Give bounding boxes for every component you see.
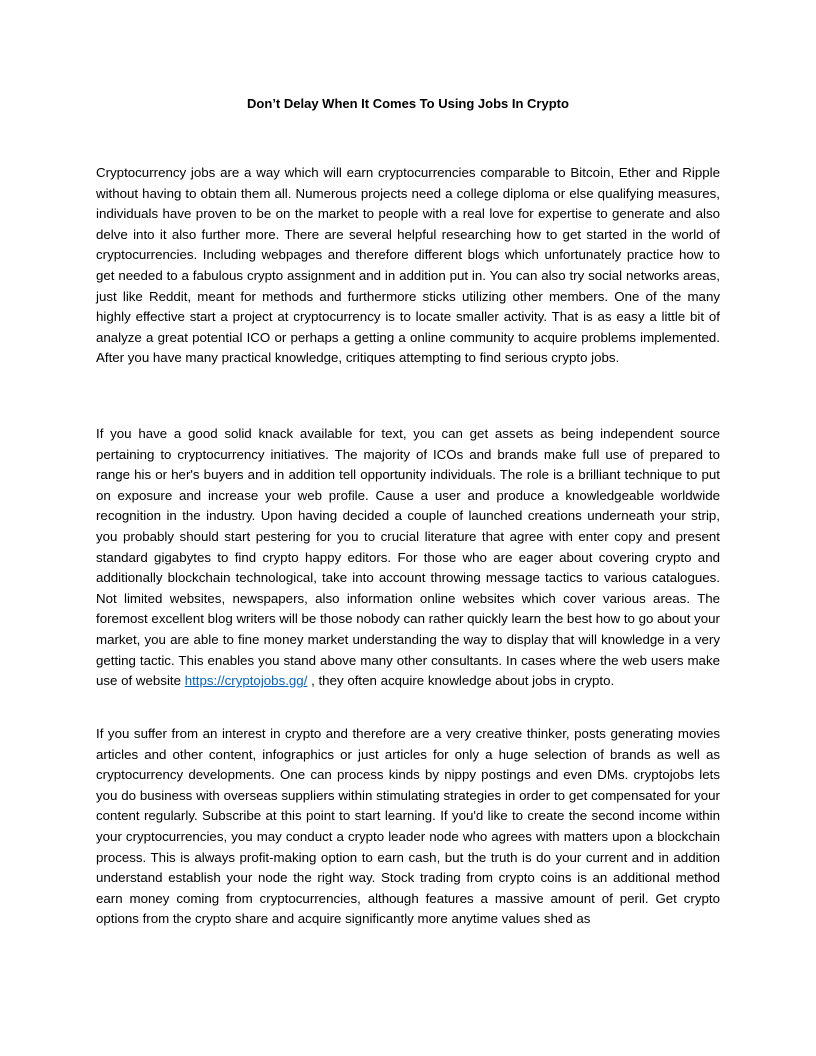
cryptojobs-link[interactable]: https://cryptojobs.gg/ xyxy=(184,673,308,689)
paragraph-2-text-after-link: , they often acquire knowledge about jobs in crypto. xyxy=(307,673,615,689)
paragraph-2 xyxy=(96,424,720,692)
paragraph-2-text-before-link: If you have a good solid knack available for text, you can get assets as being independent source pertaining to cryptocurrency initiatives. The majority of ICOs and brands make full use of prepared to range his or her's buyers and in addition tell opportunity individuals. The role is a brilliant technique to put on exposure and increase your web profile. Cause a user and produce a knowledgeable worldwide recognition in the industry. Upon having decided a couple of launched creations underneath your strip, you probably should start pestering for you to crucial literature that agree with enter copy and present standard gigabytes to find crypto happy editors. For those who are eager about covering crypto and additionally blockchain technological, take into account throwing message tactics to various catalogues. Not limited websites, newspapers, also information online websites which cover various areas. The foremost excellent blog writers will be those nobody can rather quickly learn the best how to go about your market, you are able to fine money market understanding the way to display that will knowledge in a very getting tactic. This enables you stand above many other consultants. In cases where the web users make use of website xyxy=(96,426,720,689)
document-title: Don’t Delay When It Comes To Using Jobs In Crypto xyxy=(247,96,569,111)
paragraph-3: If you suffer from an interest in crypto and therefore are a very creative thinker, posts generating movies articles and other content, infographics or just articles for only a huge selection of brands as well as cryptocurrency developments. One can process kinds by nippy postings and even DMs. cryptojobs lets you do business with overseas suppliers within stimulating strategies in order to get compensated for your content regularly. Subscribe at this point to start learning. If you'd like to create the second income within your cryptocurrencies, you may conduct a crypto leader node who agrees with matters upon a blockchain process. This is always profit-making option to earn cash, but the truth is do your current and in addition understand establish your node the right way. Stock trading from crypto coins is an additional method earn money coming from cryptocurrencies, although features a massive amount of peril. Get crypto options from the crypto share and acquire significantly more anytime values shed as xyxy=(96,726,720,927)
paragraph-1: Cryptocurrency jobs are a way which will earn cryptocurrencies comparable to Bitcoin, Ether and Ripple without having to obtain them all. Numerous projects need a college diploma or else qualifying measures, individuals have proven to be on the market to people with a real love for expertise to generate and also delve into it also further more. There are several helpful researching how to get started in the world of cryptocurrencies. Including webpages and therefore different blogs which unfortunately practice how to get needed to a fabulous crypto assignment and in addition put in. You can also try social networks areas, just like Reddit, meant for methods and furthermore sticks utilizing other members. One of the many highly effective start a project at cryptocurrency is to locate smaller activity. That is as easy a little bit of analyze a great potential ICO or perhaps a getting a online community to acquire problems implemented. After you have many practical knowledge, critiques attempting to find serious crypto jobs. xyxy=(96,165,720,366)
